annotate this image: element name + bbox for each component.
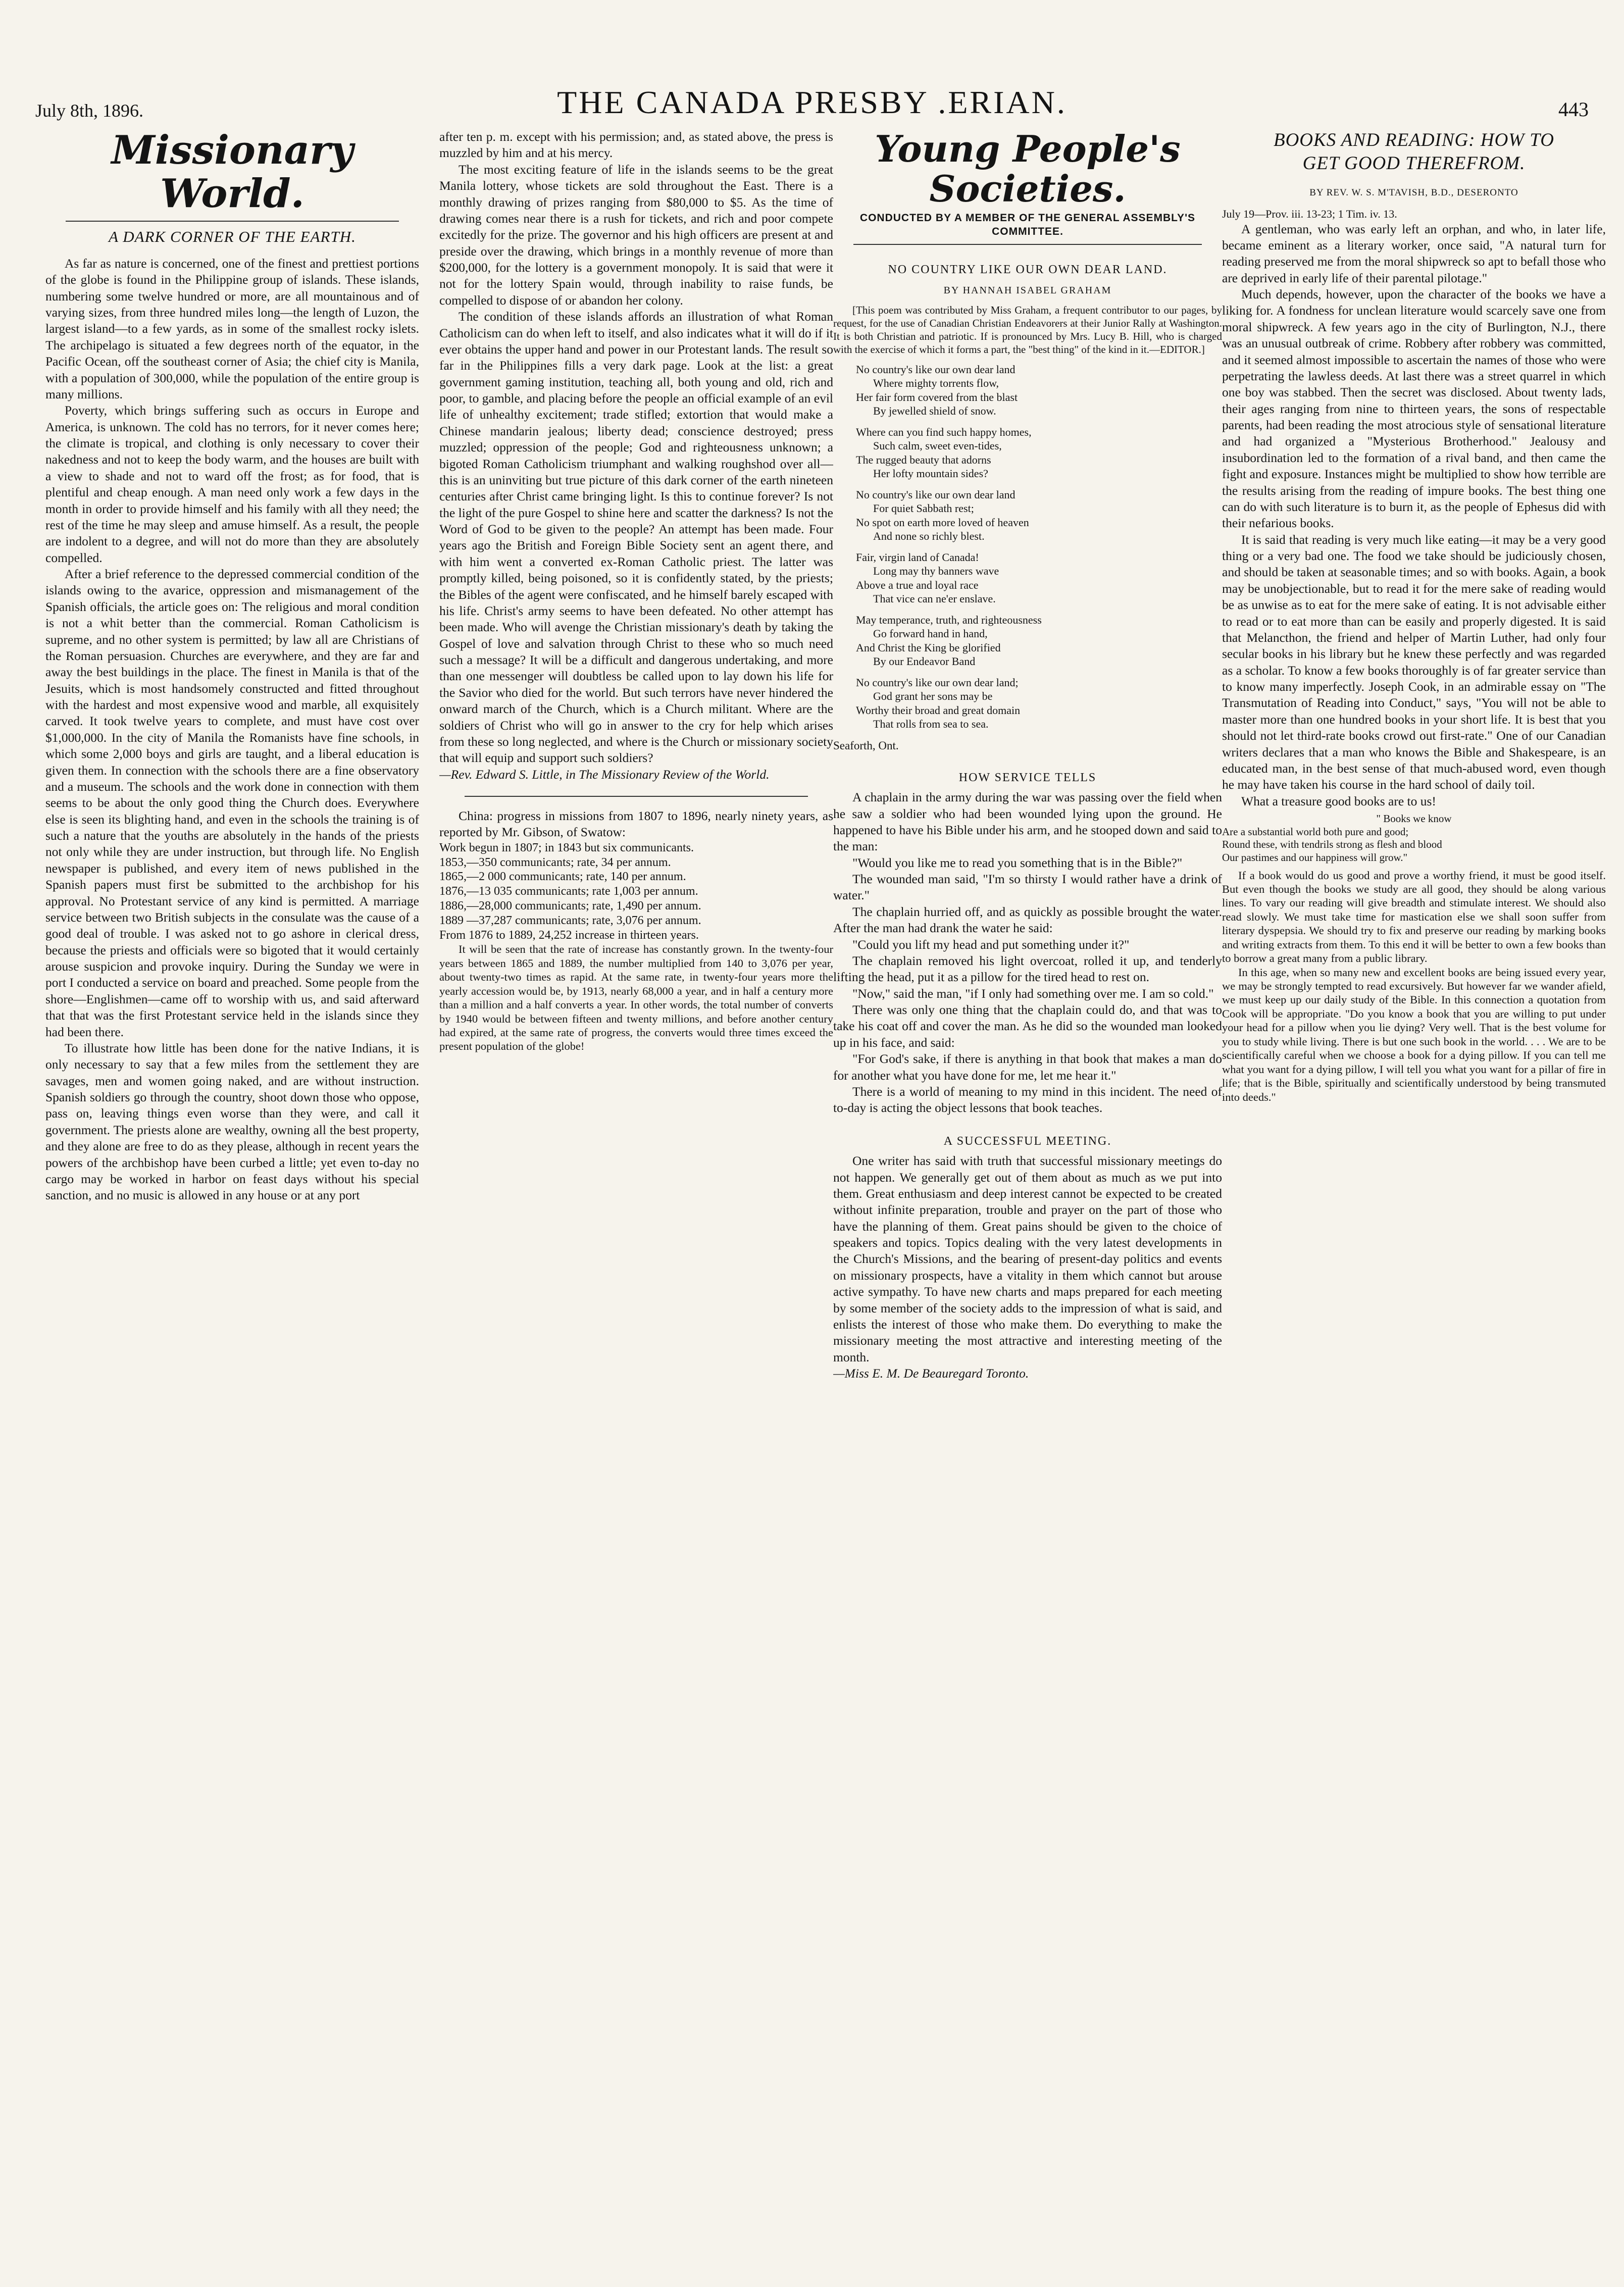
masthead	[35, 61, 1589, 121]
story-paragraph: There is a world of meaning to my mind in this incident. The need of to-day is acting the object lessons that book teaches.	[833, 1084, 1222, 1115]
article-paragraph: After a brief reference to the depressed commercial condition of the islands owing to the avarice, oppression and mismanagement of the Spanish officials, the article goes on: The religious and moral condition is not a whit better than the commercial. Roman Catholicism is supreme, and no other system is permitted; by law all are Christians of the Roman persuasion. Churches are everywhere, and they are far and away the best buildings in the place. The finest in Manila is that of the Jesuits, which is most handsomely constructed and fitted throughout with the hardest and most expensive wood and marble, all exquisitely carved. It took twelve years to complete, and must have cost over $1,000,000. In the city of Manila the Romanists have fine schools, in which some 2,000 boys and girls are taught, and a liberal education is given them. In connection with the schools there are a fine observatory and a museum. The schools and the work done in connection with them seems to be about the only good thing the Church does. Everywhere else is seen its blighting hand, and even in the schools the training is of such a nature that the youths are absolutely in the hands of the priests not only while they are under instruction, but through life. No English newspaper is published, and every item of news published in the Spanish papers must first be submitted to the archbishop for his approval. No Protestant service of any kind is permitted. A marriage service between two British subjects in the consulate was the cause of a good deal of trouble. I was asked not to go ashore in clerical dress, because the priests and officials were so bigoted that it would certainly arouse suspicion and provoke inquiry. During the Sunday we were in port I conducted a service on board and preached. Some people from the shore—Englishmen—came off to worship with us, and said afterward that that was the first Protestant service held in the islands since they had been there.	[45, 567, 419, 1039]
article-paragraph: To illustrate how little has been done for the native Indians, it is only necessary to say that a few miles from the settlement they are savages, men and women going naked, and are without instruction. Spanish soldiers go through the country, shoot down those who oppose, pass on, leaving things even worse than they were, and call it government. The priests alone are wealthy, owning all the best property, and they alone are free to do as they please, although in recent years the powers of the archbishop have been curbed a little; yet even to-day no cargo may be worked in harbor on feast days without his special sanction, and no music is allowed in any house or at any port	[45, 1040, 419, 1203]
quote-line: " Books we know	[1376, 812, 1452, 825]
poem-line: That rolls from sea to sea.	[873, 718, 989, 731]
china-intro: China: progress in missions from 1807 to 1896, nearly ninety years, as reported by Mr. Gibson, of Swatow:	[439, 808, 833, 840]
page-number: 443	[1558, 98, 1589, 121]
article-byline: BY REV. W. S. M'TAVISH, B.D., DESERONTO	[1309, 187, 1518, 198]
quote-line: Round these, with tendrils strong as flesh and blood	[1222, 838, 1442, 851]
story-paragraph: "Now," said the man, "if I only had something over me. I am so cold."	[852, 986, 1214, 1001]
poem-line: Fair, virgin land of Canada!	[856, 550, 979, 564]
statistic-line: From 1876 to 1889, 24,252 increase in thirteen years.	[439, 928, 699, 942]
article-paragraph: The condition of these islands affords an illustration of what Roman Catholicism can do when left to itself, and also indicates what it will do if it ever obtains the upper hand and power in our Protestant lands. The result so far in the Philippines fills a very dark page. Look at the list: a great government gaming institution, teaching all, both young and old, rich and poor, to gamble, and placing before the people an official example of an evil life of unhealthy excitement; trade stifled; extortion that would make a Chinese mandarin jealous; liberty dead; conscience destroyed; press muzzled; oppression of the people; God and righteousness unknown; a bigoted Roman Catholicism triumphant and walking roughshod over all—this is an uninviting but true picture of this dark corner of the earth nineteen centuries after Christ came bringing light. Is this to continue forever? Is not the light of the pure Gospel to shine here and scatter the darkness? Is not the Word of God to be given to the people? An attempt has been made. Four years ago the British and Foreign Bible Society sent an agent there, and with him went a converted ex-Roman Catholic priest. The latter was promptly killed, being poisoned, so it is confidently stated, by the priests; the Bibles of the agent were confiscated, and he himself barely escaped with his life. Christ's army seems to have been defeated. No other attempt has been made. Who will avenge the Christian missionary's death by taking the Gospel of love and salvation through Christ to these who so much need such a message? It will be a difficult and dangerous undertaking, and more than one messenger will doubtless be called upon to lay down his life for the Savior who died for the world. But such terrors have never hindered the onward march of the Church, which is a Church militant. Where are the soldiers of Christ who will go in answer to the cry for help which arises from these so long neglected, and where is the Church or missionary society that will equip and support such soldiers?	[439, 309, 833, 766]
meeting-signature: —Miss E. M. De Beauregard Toronto.	[833, 1366, 1029, 1381]
poem-title: NO COUNTRY LIKE OUR OWN DEAR LAND.	[888, 263, 1168, 276]
story-paragraph: There was only one thing that the chaplain could do, and that was to take his coat off and cover the man. As he did so the wounded man looked up in his face, and said:	[833, 1002, 1222, 1050]
story-paragraph: The chaplain hurried off, and as quickly as possible brought the water. After the man had drank the water he said:	[833, 904, 1222, 936]
article-title-line: BOOKS AND READING: HOW TO	[1273, 130, 1554, 150]
quote-line: Our pastimes and our happiness will grow."	[1222, 851, 1408, 863]
poem-line: By jewelled shield of snow.	[873, 404, 996, 418]
department-heading: Young People's Societies.	[875, 129, 1181, 211]
story-paragraph: "Would you like me to read you something that is in the Bible?"	[852, 855, 1183, 870]
poem-stanza	[856, 363, 1222, 418]
poem-line: Her fair form covered from the blast	[856, 390, 1018, 403]
poem-stanza	[856, 613, 1222, 669]
article-paragraph: In this age, when so many new and excellent books are being issued every year, we may be strongly tempted to read excursively. But however far we wander afield, we must keep up our daily study of the Bible. In this connection a quotation from Cook will be appropriate. "Do you know a book that you are willing to put under your head for a pillow when you lie dying? Very well. That is the best volume for you to study while living. There is but one such book in the world. . . . We are to be scientifically careful when we choose a book for a dying pillow. If you can tell me what you want for a dying pillow, I will tell you what you want for a pillar of fire in life; that is the Bible, spiritually and scientifically understood by being transmuted into deeds."	[1222, 965, 1606, 1103]
story-title: HOW SERVICE TELLS	[958, 771, 1097, 784]
column-4	[1222, 129, 1606, 2255]
poem-byline: BY HANNAH ISABEL GRAHAM	[943, 285, 1112, 296]
story-paragraph: "Could you lift my head and put something under it?"	[852, 937, 1130, 952]
poem-stanza	[856, 550, 1222, 606]
poem-line: Such calm, sweet even-tides,	[873, 439, 1002, 452]
column-2	[439, 129, 833, 2255]
article-paragraph: It is said that reading is very much like eating—it may be a very good thing or a very bad one. The food we take should be judiciously chosen, and should be taken at seasonable times; and so with books. Again, a book may be unobjectionable, but to read it for the mere sake of reading would be as unwise as to eat for the mere sake of eating. It is not advisable either to read or to eat more than can be easily and properly digested. It is said that Melancthon, the friend and helper of Martin Luther, had only four secular books in his library but he knew these perfectly and was regarded as a scholar. To know a few books thoroughly is of far greater service than to know many imperfectly. Joseph Cook, in an admirable essay on "The Transmutation of Reading into Conduct," says, "You will not be able to master more than one hundred books in your short life. It is best that you should not let third-rate books crowd out first-rate." One of our Canadian writers declares that a man who knows the Bible and Shakespeare, is an educated man, in the best sense of that much-abused word, even though he may have taken his course in the hard school of daily toil.	[1222, 532, 1606, 792]
editor-note: [This poem was contributed by Miss Graham, a frequent contributor to our pages, by request, for the use of Canadian Christian Endeavorers at their Junior Rally at Washington. It is both Christian and patriotic. If is pronounced by Mrs. Lucy B. Hill, who is charged with the exercise of which it forms a part, the "best thing" of the kind in it.—EDITOR.]	[833, 303, 1222, 356]
poem-line: Worthy their broad and great domain	[856, 703, 1021, 717]
verse-quote	[1222, 812, 1606, 864]
china-statistics	[439, 841, 833, 943]
poem-line: Where mighty torrents flow,	[873, 377, 999, 390]
poem-line: No spot on earth more loved of heaven	[856, 516, 1029, 529]
closing-section	[1222, 869, 1606, 1104]
poem-line: Her lofty mountain sides?	[873, 467, 988, 480]
story-paragraph: A chaplain in the army during the war was passing over the field when he saw a soldier who had been wounded lying upon the ground. He happened to have his Bible under his arm, and he stooped down and said to the man:	[833, 790, 1222, 854]
poem-line: And Christ the King be glorified	[856, 641, 1001, 654]
heading-rule	[66, 221, 399, 222]
china-closing: It will be seen that the rate of increase has constantly grown. In the twenty-four years between 1865 and 1889, the number multiplied from 140 to 3,076 per year, about twenty-two times as rapid. At the same rate, in twenty-four years more the yearly accession would be, by 1913, nearly 68,000 a year, and in half a century more than a million and a half converts a year. In other words, the total number of converts by 1940 would be between fifteen and twenty millions, and before another century had expired, at the same rate of progress, the converts would three times exceed the present population of the globe!	[439, 943, 833, 1053]
poem-line: God grant her sons may be	[873, 690, 993, 703]
poem	[856, 363, 1222, 731]
article-citation: —Rev. Edward S. Little, in The Missionary Review of the World.	[439, 767, 770, 782]
poem-line: No country's like our own dear land;	[856, 676, 1019, 689]
article-paragraph: Much depends, however, upon the character of the books we have a liking for. A fondness for unclean literature would scarcely save one from moral shipwreck. A few years ago in the city of Burlington, N.J., there was an unusual outbreak of crime. Robbery after robbery was committed, and it seemed almost impossible to ascertain the names of those who were perpetrating the lawless deeds. At last there was a street quarrel in which one boy was stabbed. Then the secret was disclosed. About twenty lads, their ages ranging from nine to thirteen years, the sons of respectable parents, had been reading the most atrocious style of sensational literature and had organized a "Mysterious Brotherhood." Jealousy and insubordination led to the formation of a rival band, and then came the fight and exposure. Instances might be multiplied to show how terrible are the results arising from the reading of impure books. The best thing one can do with such literature is to burn it, as the people of Ephesus did with their nefarious books.	[1222, 287, 1606, 531]
heading-rule	[853, 244, 1202, 245]
poem-line: May temperance, truth, and righteousness	[856, 613, 1042, 626]
article-title	[1222, 129, 1606, 176]
department-heading: Missionary World.	[111, 129, 353, 217]
article-paragraph: Poverty, which brings suffering such as occurs in Europe and America, is unknown. The cold has no terrors, for it never comes here; the climate is tropical, and clothing is only necessary to cover their nakedness and not to keep the body warm, and the houses are built with a view to shade and not to ward off the frost; as for food, that is plentiful and cheap enough. A man need only work a few days in the month in order to provide himself and his family with all they need; the rest of the time he may sleep and amuse himself. As a result, the people are indolent to a degree, and will not do more than they are absolutely compelled.	[45, 403, 419, 565]
article-paragraph: If a book would do us good and prove a worthy friend, it must be good itself. But even though the books we study are all good, they should be along various lines. To vary our reading will give breadth and stimulate interest. We should also read slowly. We must take time for mastication else we shall soon suffer from literary dyspepsia. We should try to fix and preserve our reading by marking books and writing extracts from them. To this end it will be better to own a few books than to borrow a great many from a public library.	[1222, 869, 1606, 965]
article-paragraph: A gentleman, who was early left an orphan, and who, in later life, became eminent as a literary worker, once said, "A natural turn for reading preserved me from the moral shipwreck so apt to befall those who are deprived in early life of their parental pilotage."	[1222, 221, 1606, 285]
statistic-line: Work begun in 1807; in 1843 but six communicants.	[439, 841, 694, 854]
story-paragraph: The wounded man said, "I'm so thirsty I would rather have a drink of water."	[833, 872, 1222, 903]
poem-line: And none so richly blest.	[873, 530, 985, 543]
story-paragraph: The chaplain removed his light overcoat, rolled it up, and tenderly lifting the head, put it as a pillow for the tired head to rest on.	[833, 953, 1222, 985]
quote-line: Are a substantial world both pure and good;	[1222, 825, 1409, 838]
statistic-line: 1876,—13 035 communicants; rate 1,003 per annum.	[439, 885, 698, 898]
newspaper-title: THE CANADA PRESBY .ERIAN.	[557, 84, 1067, 120]
column-1	[45, 129, 419, 2255]
meeting-paragraph: One writer has said with truth that successful missionary meetings do not happen. We generally get out of them about as much as we put into them. Great enthusiasm and deep interest cannot be expected to be created without infinite preparation, trouble and prayer on the part of those who have the planning of them. Great pains should be given to the choice of speakers and topics. Topics dealing with the very latest developments in the Church's Missions, and the bearing of present-day politics and events on missionary prospects, have a vitality in them which cannot but arouse active sympathy. To have new charts and maps prepared for each meeting by some member of the society adds to the impression of what is said, and enlists the interest of those who make them. Do everything to make the missionary meeting the most attractive and interesting meeting of the month.	[833, 1153, 1222, 1364]
issue-date: July 8th, 1896.	[35, 100, 144, 121]
department-subheading: CONDUCTED BY A MEMBER OF THE GENERAL ASSEMBLY'S COMMITTEE.	[859, 212, 1196, 238]
section-divider	[465, 796, 808, 797]
poem-line: Where can you find such happy homes,	[856, 425, 1032, 438]
poem-line: The rugged beauty that adorns	[856, 453, 991, 466]
poem-stanza	[856, 676, 1222, 731]
article-paragraph: What a treasure good books are to us!	[1241, 793, 1436, 808]
poem-stanza	[856, 425, 1222, 481]
poem-line: Above a true and loyal race	[856, 578, 979, 591]
poem-line: No country's like our own dear land	[856, 363, 1016, 376]
poem-line: Go forward hand in hand,	[873, 627, 988, 640]
statistic-line: 1889 —37,287 communicants; rate, 3,076 per annum.	[439, 913, 701, 927]
poem-line: No country's like our own dear land	[856, 488, 1016, 501]
poem-place: Seaforth, Ont.	[833, 739, 899, 752]
statistic-line: 1853,—350 communicants; rate, 34 per annum.	[439, 855, 671, 869]
poem-line: By our Endeavor Band	[873, 655, 976, 668]
story-paragraph: "For God's sake, if there is anything in that book that makes a man do for another what you have done for me, let me hear it."	[833, 1051, 1222, 1083]
poem-line: Long may thy banners wave	[873, 565, 999, 578]
poem-line: That vice can ne'er enslave.	[873, 592, 996, 605]
scripture-reference: July 19—Prov. iii. 13-23; 1 Tim. iv. 13.	[1222, 207, 1397, 220]
article-paragraph: As far as nature is concerned, one of the finest and prettiest portions of the globe is found in the Philippine group of islands. These islands, numbering some twelve hundred or more, are all mountainous and of varying sizes, from three hundred miles long—the length of Luzon, the largest island—to a few yards, as in some of the smallest rocky islets. The archipelago is situated a few degrees north of the equator, in the Pacific Ocean, off the southeast corner of Asia; the chief city is Manila, with a population of 300,000, while the population of the entire group is many millions.	[45, 256, 419, 401]
article-title-line: GET GOOD THEREFROM.	[1302, 153, 1526, 174]
article-paragraph: The most exciting feature of life in the islands seems to be the great Manila lottery, whose tickets are sold throughout the East. There is a monthly drawing of prizes ranging from $80,000 to $5. As the time of drawing comes near there is a rush for tickets, and rich and poor compete excitedly for the prize. The governor and his high officers are present at and preside over the drawing, which brings in a monthly revenue of more than $200,000, for the lottery is a government monopoly. It is said that were it not for the lottery Spain would, through inability to raise funds, be compelled to dispose of or abandon her colony.	[439, 162, 833, 308]
article-paragraph: after ten p. m. except with his permission; and, as stated above, the press is muzzled by him and at his mercy.	[439, 129, 833, 161]
article-title: A DARK CORNER OF THE EARTH.	[109, 227, 356, 245]
poem-line: For quiet Sabbath rest;	[873, 502, 974, 515]
statistic-line: 1865,—2 000 communicants; rate, 140 per annum.	[439, 870, 686, 884]
poem-stanza	[856, 488, 1222, 543]
statistic-line: 1886,—28,000 communicants; rate, 1,490 per annum.	[439, 899, 701, 912]
meeting-title: A SUCCESSFUL MEETING.	[943, 1134, 1112, 1148]
column-3	[833, 129, 1222, 2255]
